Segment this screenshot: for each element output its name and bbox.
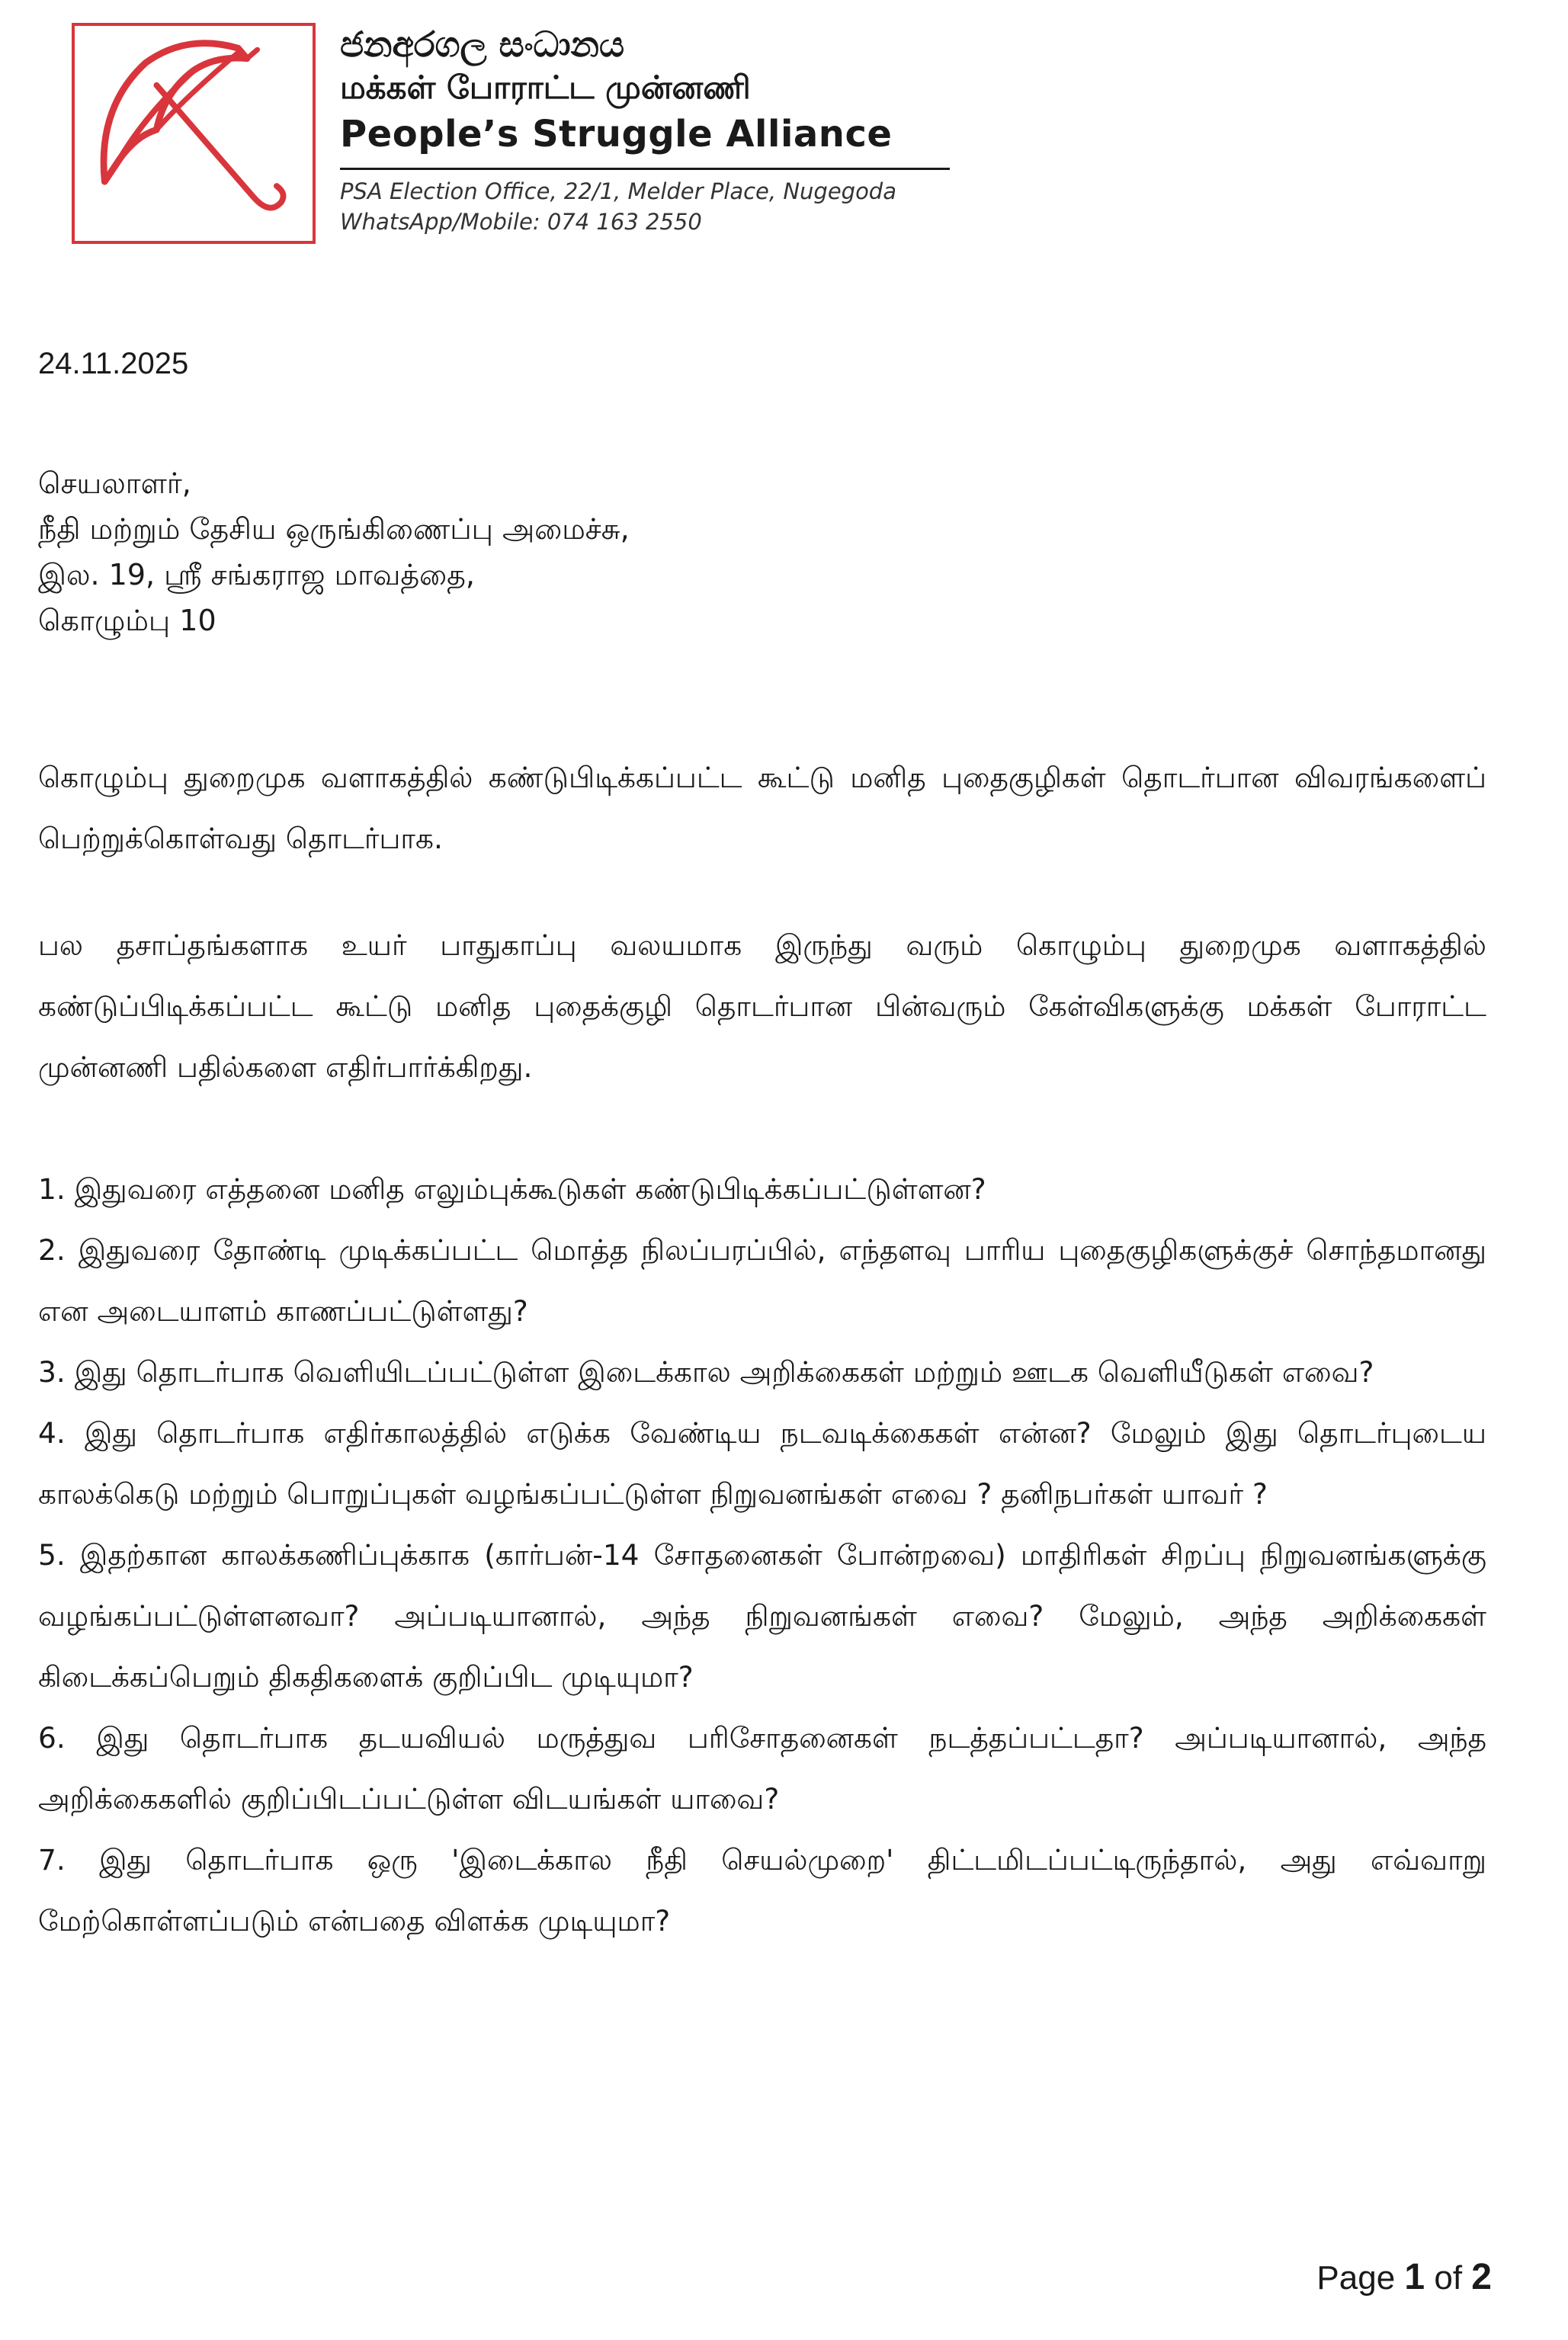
organization-name-sinhala: ජනඅරගල සංධානය <box>340 24 625 65</box>
question-number: 3. <box>38 1355 66 1389</box>
question-item <box>38 1159 1486 1220</box>
page-of-label: of <box>1434 2259 1463 2297</box>
current-page-number: 1 <box>1404 2257 1425 2297</box>
question-item <box>38 1707 1486 1829</box>
question-item <box>38 1220 1486 1341</box>
recipient-ministry: நீதி மற்றும் தேசிய ஒருங்கிணைப்பு அமைச்சு, <box>38 512 630 546</box>
organization-name-tamil: மக்கள் போராட்ட முன்னணி <box>340 69 751 106</box>
question-text: இது தொடர்பாக தடயவியல் மருத்துவ பரிசோதனைகள் நடத்தப்பட்டதா? அப்படியானால், அந்த அறிக்கைகளில் குறிப்பிடப்பட்டுள்ள விடயங்கள் யாவை? <box>38 1721 1487 1816</box>
page-number-footer <box>1316 2256 1492 2300</box>
question-number: 6. <box>38 1721 66 1755</box>
organization-name-english: People’s Struggle Alliance <box>340 113 893 155</box>
recipient-street: இல. 19, ஸ்ரீ சங்கராஜ மாவத்தை, <box>38 558 475 591</box>
question-text: இது தொடர்பாக வெளியிடப்பட்டுள்ள இடைக்கால அறிக்கைகள் மற்றும் ஊடக வெளியீடுகள் எவை? <box>74 1355 1374 1389</box>
question-text: இதுவரை எத்தனை மனித எலும்புக்கூடுகள் கண்டுபிடிக்கப்பட்டுள்ளன? <box>74 1172 986 1206</box>
question-text: இது தொடர்பாக எதிர்காலத்தில் எடுக்க வேண்டிய நடவடிக்கைகள் என்ன? மேலும் இது தொடர்புடைய காலக்கெடு மற்றும் பொறுப்புகள் வழங்கப்பட்டுள்ள நிறுவனங்கள் எவை ? தனிநபர்கள் யாவர் ? <box>38 1416 1486 1511</box>
letterhead <box>340 23 965 237</box>
office-address: PSA Election Office, 22/1, Melder Place, Nugegoda <box>340 178 896 204</box>
letter-date: 24.11.2025 <box>38 347 189 380</box>
total-page-count: 2 <box>1471 2257 1492 2297</box>
question-text: இது தொடர்பாக ஒரு 'இடைக்கால நீதி செயல்முறை' திட்டமிடப்பட்டிருந்தால், அது எவ்வாறு மேற்கொள்ளப்படும் என்பதை விளக்க முடியுமா? <box>38 1843 1487 1938</box>
question-text: இதுவரை தோண்டி முடிக்கப்பட்ட மொத்த நிலப்பரப்பில், எந்தளவு பாரிய புதைகுழிகளுக்குச் சொந்தமானது என அடையாளம் காணப்பட்டுள்ளது? <box>38 1233 1487 1328</box>
question-item <box>38 1341 1486 1402</box>
recipient-address <box>38 460 1486 643</box>
organization-logo <box>72 23 316 244</box>
question-item <box>38 1829 1486 1951</box>
page-label: Page <box>1316 2259 1396 2297</box>
letter-intro-paragraph: பல தசாப்தங்களாக உயர் பாதுகாப்பு வலயமாக இருந்து வரும் கொழும்பு துறைமுக வளாகத்தில் கண்டுப்பிடிக்கப்பட்ட கூட்டு மனித புதைக்குழி தொடர்பான பின்வரும் கேள்விகளுக்கு மக்கள் போராட்ட முன்னணி பதில்களை எதிர்பார்க்கிறது. <box>38 928 1486 1084</box>
question-item <box>38 1402 1486 1524</box>
question-item <box>38 1524 1486 1707</box>
recipient-title: செயலாளர், <box>38 466 191 500</box>
contact-number: WhatsApp/Mobile: 074 163 2550 <box>340 209 702 235</box>
recipient-city: கொழும்பு 10 <box>38 604 216 637</box>
question-number: 5. <box>38 1538 66 1572</box>
letter-subject: கொழும்பு துறைமுக வளாகத்தில் கண்டுபிடிக்கப்பட்ட கூட்டு மனித புதைகுழிகள் தொடர்பான விவரங்களைப் பெற்றுக்கொள்வது தொடர்பாக. <box>38 761 1486 855</box>
question-text: இதற்கான காலக்கணிப்புக்காக (கார்பன்-14 சோதனைகள் போன்றவை) மாதிரிகள் சிறப்பு நிறுவனங்களுக்கு வழங்கப்பட்டுள்ளனவா? அப்படியானால், அந்த நிறுவனங்கள் எவை? மேலும், அந்த அறிக்கைகள் கிடைக்கப்பெறும் திகதிகளைக் குறிப்பிட முடியுமா? <box>38 1538 1487 1694</box>
question-list <box>38 1159 1486 1951</box>
letterhead-divider <box>340 168 950 170</box>
umbrella-icon <box>75 26 313 241</box>
question-number: 1. <box>38 1172 66 1206</box>
question-number: 7. <box>38 1843 66 1877</box>
question-number: 2. <box>38 1233 66 1267</box>
question-number: 4. <box>38 1416 66 1450</box>
